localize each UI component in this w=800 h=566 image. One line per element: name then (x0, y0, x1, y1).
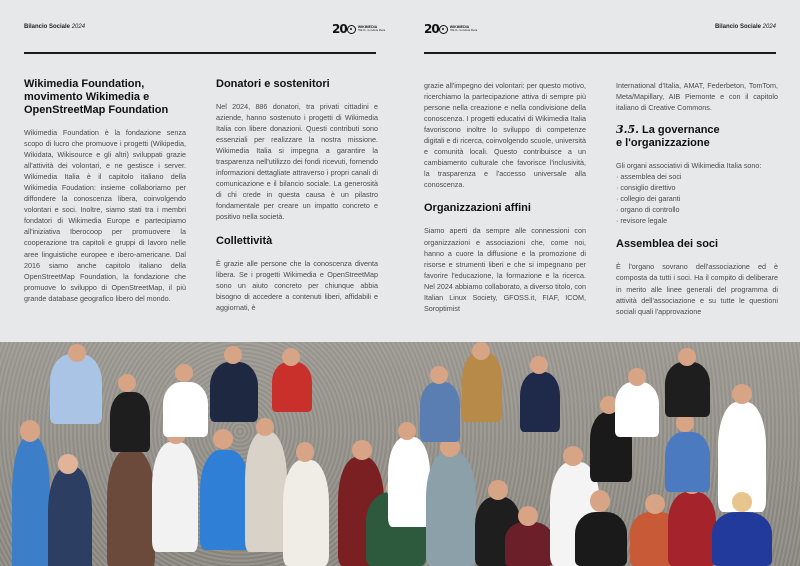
header-rule (24, 52, 376, 54)
section-body: Wikimedia Foundation è la fondazione senza scopo di lucro che promuove i progetti (Wikipedia, Wikidata, Wikisource e gli altri) sviluppati grazie all'attività dei volontari, e ne gestisce i server. Wikimedia Italia è il capitolo italiano della Wikimedia Foudation: insieme collaboriamo per diffondere la conoscenza libera, coinvolgendo volontari e soci. Inoltre, siamo stati tra i membri fondatori di Wikimedia Europe e partecipiamo all'iniziativa Iberocoop per promuovere la cooperazione tra capitoli e gruppi di lavoro nelle aree linguistiche europee e ibero-americane. Dal 2016 siamo anche capitolo italiano della OpenStreetMap Foundation, la fondazione che promuove lo sviluppo di OpenStreetMap, il più grande database geografico libero del mondo. (24, 128, 186, 303)
section-body: grazie all'impegno dei volontari: per questo motivo, ricerchiamo la partecipazione attiva di sempre più persone nella creazione e nella condivisione della conoscenza. I progetti educativi di Wikimedia Italia favoriscono inoltre lo sviluppo di competenze digitali e di ricerca, coinvolgendo scuole, università e comunità locali. Questo contribuisce a un cambiamento culturale che favorisce l'inclusività, la trasparenza e l'accesso universale alla conoscenza. (424, 81, 586, 190)
wikimedia-logo-icon (347, 25, 356, 34)
assembly-heading: Assemblea dei soci (616, 238, 719, 251)
list-item: · assemblea dei soci (616, 171, 778, 182)
assembly-body: È l'organo sovrano dell'associazione ed è composta da tutti i soci. Ha il compito di deliberare in merito alle linee generali del programma di attività dell'associazione e su tutte le questioni sociali quali l'approvazione (616, 262, 778, 316)
running-head-year: 2024 (71, 24, 86, 30)
list-item: · revisore legale (616, 215, 778, 226)
logo-number: 20 (332, 22, 347, 36)
logo-sub: ITALIA · la cultura libera (449, 29, 478, 32)
column-3 (424, 80, 586, 314)
section-heading: Organizzazioni affini (424, 202, 531, 215)
running-head-title: Bilancio Sociale (714, 24, 761, 30)
section-heading: Wikimedia Foundation, movimento Wikimedia e OpenStreetMap Foundation (24, 78, 169, 116)
column-4 (616, 80, 778, 317)
wikimedia-20-logo (424, 23, 477, 35)
running-head-year: 2024 (762, 24, 776, 30)
logo-sub: ITALIA · la cultura libera (357, 29, 386, 32)
group-photo (0, 342, 800, 566)
governance-heading-line2: e l'organizzazione (616, 137, 710, 150)
wikimedia-logo-icon (439, 25, 448, 34)
governance-heading-line1: La governance (642, 124, 720, 137)
column-1 (24, 78, 186, 304)
list-item: · organo di controllo (616, 204, 778, 215)
governance-bodies-list (616, 171, 778, 226)
section-number: 3.5. (616, 123, 639, 137)
column-2 (216, 78, 378, 313)
header-rule (424, 52, 776, 54)
running-head-right (715, 24, 776, 30)
logo-brand: WIKIMEDIA (357, 25, 378, 29)
logo-brand: WIKIMEDIA (449, 25, 470, 29)
list-item: · consiglio direttivo (616, 182, 778, 193)
section-body: Nel 2024, 886 donatori, tra privati cittadini e aziende, hanno sostenuto i progetti di Wikimedia Italia con libere donazioni. Questi contributi sono essenziali per realizzare la nostra missione. Wikimedia Italia si impegna a garantire la trasparenza nell'utilizzo dei fondi ricevuti, fornendo informazioni dettagliate attraverso i propri canali di comunicazione e il bilancio sociale. La generosità di chi crede in questa causa è un pilastro fondamentale per creare un impatto concreto e positivo nella società. (216, 102, 378, 222)
section-body: È grazie alle persone che la conoscenza diventa libera. Se i progetti Wikimedia e OpenStreetMap sono un aiuto concreto per chiunque abbia bisogno di accedere a contenuti liberi, affidabili e aggiornati, è (216, 258, 378, 312)
list-item: · collegio dei garanti (616, 193, 778, 204)
running-head-left (24, 24, 85, 30)
logo-number: 20 (424, 22, 439, 36)
logo-wordmark (450, 26, 478, 32)
section-body: Siamo aperti da sempre alle connessioni con organizzazioni e associazioni che, come noi, hanno a cuore la diffusione e la promozione di risorse e strumenti liberi e che si impegnano per favorire l'educazione, la formazione e la ricerca. Nel 2024 abbiamo collaborato, a diverso titolo, con Italian Linux Society, GFOSS.it, FIAF, ICOM, Soroptimist (424, 226, 586, 313)
section-heading: Donatori e sostenitori (216, 78, 330, 90)
left-page (0, 0, 400, 342)
section-heading: Collettività (216, 234, 273, 247)
running-head-title: Bilancio Sociale (24, 24, 71, 30)
governance-body: Gli organi associativi di Wikimedia Italia sono: (616, 161, 762, 171)
logo-wordmark (358, 26, 386, 32)
wikimedia-20-logo (332, 23, 385, 35)
governance-heading (616, 123, 778, 150)
right-page (400, 0, 800, 342)
intro-text: International d'Italia, AMAT, Federbeton, TomTom, Meta/Mapillary, AIB Piemonte e con il capitolo italiano di Creative Commons. (616, 81, 778, 113)
